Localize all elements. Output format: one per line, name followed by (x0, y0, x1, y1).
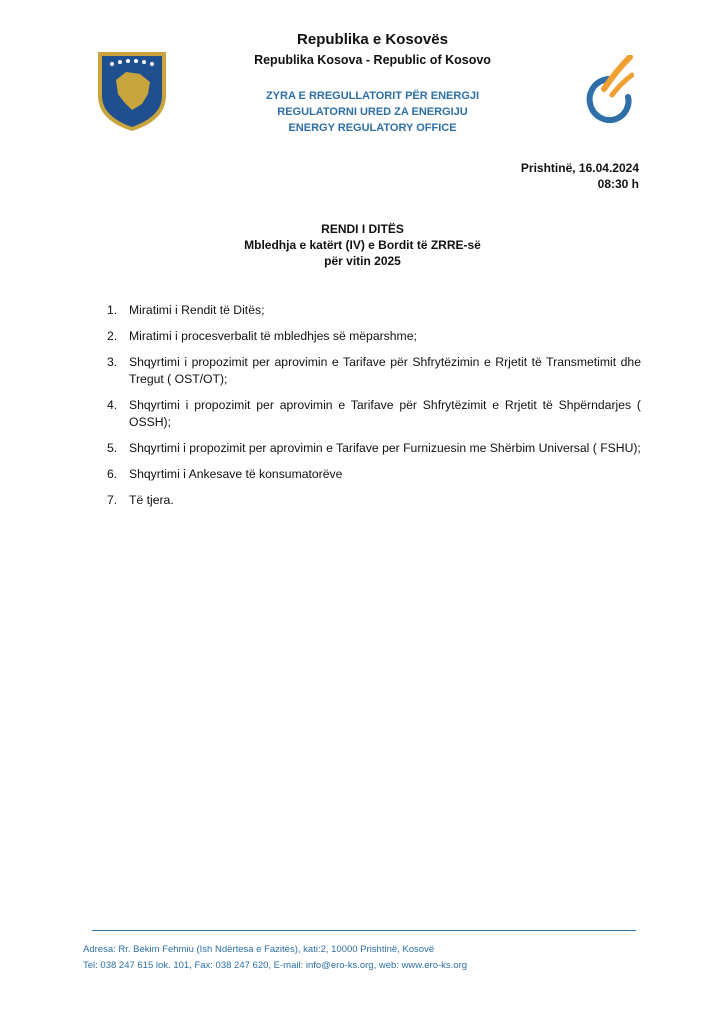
agenda-item (107, 397, 641, 431)
item-number: 5. (107, 441, 118, 455)
agenda-list (107, 302, 641, 518)
header-title: Republika e Kosovës (297, 31, 448, 48)
agenda-item (107, 328, 641, 345)
item-number: 1. (107, 303, 118, 317)
item-text: Shqyrtimi i propozimit per aprovimin e Tarifave për Shfrytëzimin e Rrjetit të Transmetimit dhe Tregut ( OST/OT); (129, 355, 641, 386)
date-block (521, 160, 639, 192)
item-number: 3. (107, 355, 118, 369)
item-number: 6. (107, 467, 118, 481)
item-number: 4. (107, 398, 118, 412)
agenda-item (107, 492, 641, 509)
place-date: Prishtinë, 16.04.2024 (520, 161, 639, 175)
footer-address: Adresa: Rr. Bekim Fehmiu (Ish Ndërtesa e Fazitës), kati:2, 10000 Prishtinë, Kosovë (83, 944, 435, 955)
footer-divider (92, 930, 636, 931)
office-name-albanian: ZYRA E RREGULLATORIT PËR ENERGJI (265, 90, 480, 102)
footer-contact: Tel: 038 247 615 lok. 101, Fax: 038 247 620, E-mail: info@ero-ks.org, web: www.ero-ks.org (83, 960, 468, 971)
agenda-meeting: Mbledhja e katërt (IV) e Bordit të ZRRE-së (244, 238, 481, 252)
agenda-item (107, 302, 641, 319)
item-text: Të tjera. (129, 493, 174, 507)
item-text: Shqyrtimi i propozimit per aprovimin e Tarifave për Shfrytëzimit e Rrjetit të Shpërndarjes ( OSSH); (129, 398, 641, 429)
agenda-item (107, 466, 641, 483)
office-name-serbian: REGULATORNI URED ZA ENERGIJU (277, 106, 468, 118)
header-subtitle: Republika Kosova - Republic of Kosovo (254, 53, 491, 67)
agenda-year: për vitin 2025 (324, 254, 401, 268)
agenda-item (107, 440, 641, 457)
item-number: 7. (107, 493, 118, 507)
item-text: Shqyrtimi i propozimit per aprovimin e Tarifave per Furnizuesin me Shërbim Universal ( FSHU); (129, 441, 641, 455)
agenda-header (200, 221, 525, 269)
agenda-title: RENDI I DITËS (321, 222, 404, 236)
item-number: 2. (107, 329, 118, 343)
office-name-english: ENERGY REGULATORY OFFICE (288, 122, 457, 134)
agenda-item (107, 354, 641, 388)
ero-logo-icon (582, 55, 634, 125)
item-text: Shqyrtimi i Ankesave të konsumatorëve (129, 467, 343, 481)
item-text: Miratimi i procesverbalit të mbledhjes së mëparshme; (129, 329, 417, 343)
meeting-time: 08:30 h (597, 177, 639, 191)
kosovo-coat-of-arms-icon (96, 50, 168, 132)
item-text: Miratimi i Rendit të Ditës; (129, 303, 265, 317)
